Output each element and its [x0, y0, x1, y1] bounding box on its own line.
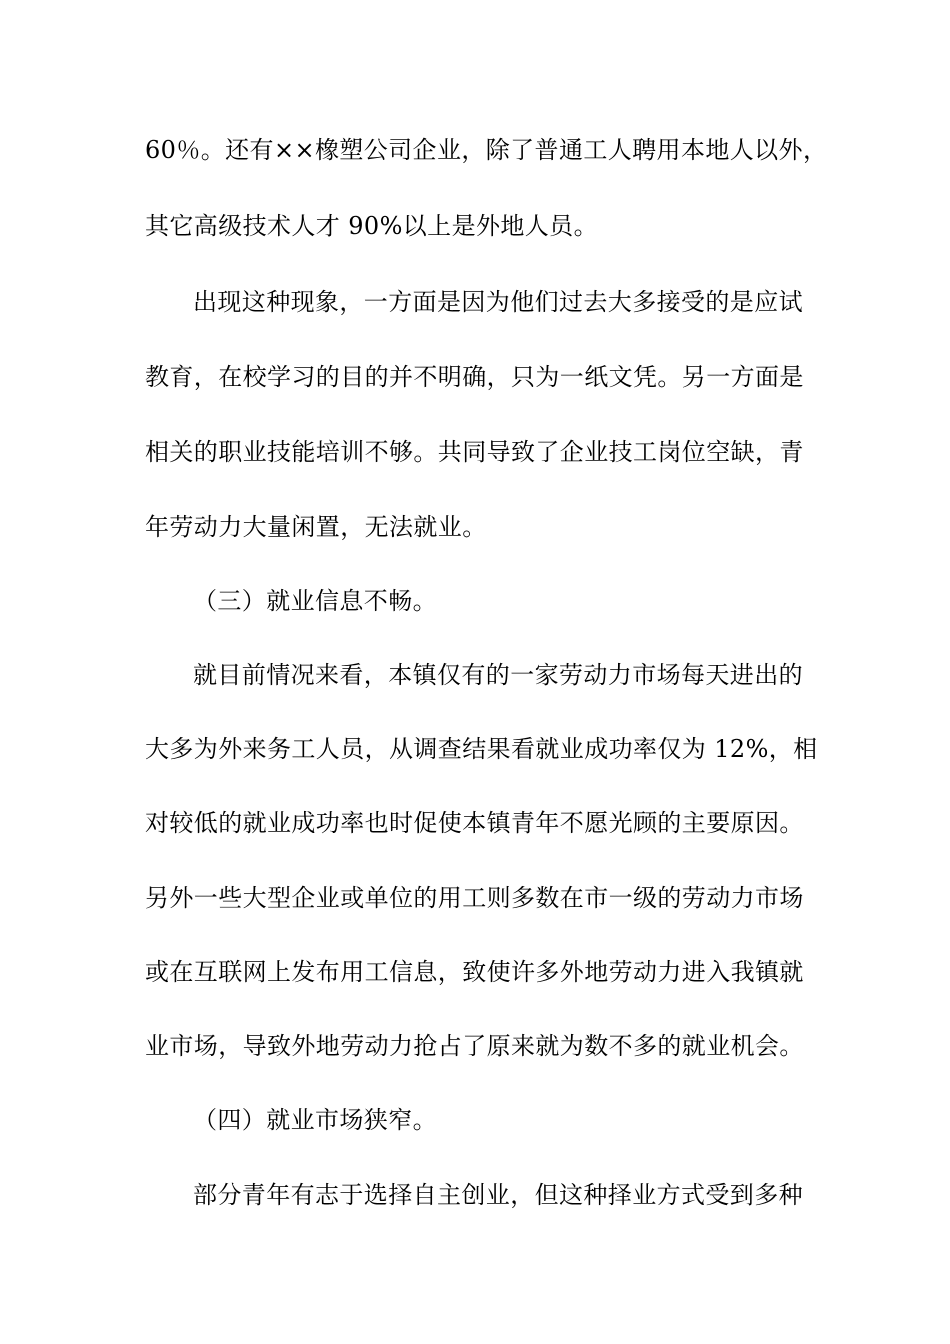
paragraph-line: 其它高级技术人才 90%以上是外地人员。	[145, 212, 598, 240]
paragraph-line: 就目前情况来看，本镇仅有的一家劳动力市场每天进出的	[193, 661, 803, 689]
paragraph-line: 大多为外来务工人员，从调查结果看就业成功率仅为 12%，相	[145, 735, 818, 763]
paragraph-line: 出现这种现象，一方面是因为他们过去大多接受的是应试	[193, 288, 803, 316]
paragraph-line: 对较低的就业成功率也时促使本镇青年不愿光顾的主要原因。	[145, 809, 804, 837]
paragraph-line: 年劳动力大量闲置，无法就业。	[145, 513, 487, 541]
paragraph-line: 部分青年有志于选择自主创业，但这种择业方式受到多种	[193, 1181, 803, 1209]
paragraph-line: 60％。还有××橡塑公司企业，除了普通工人聘用本地人以外，	[145, 136, 828, 164]
section-heading: （四）就业市场狭窄。	[193, 1106, 437, 1134]
paragraph-line: 另外一些大型企业或单位的用工则多数在市一级的劳动力市场	[145, 884, 804, 912]
section-heading: （三）就业信息不畅。	[193, 587, 437, 615]
paragraph-line: 或在互联网上发布用工信息，致使许多外地劳动力进入我镇就	[145, 958, 804, 986]
paragraph-line: 教育，在校学习的目的并不明确，只为一纸文凭。另一方面是	[145, 363, 804, 391]
paragraph-line: 业市场，导致外地劳动力抢占了原来就为数不多的就业机会。	[145, 1032, 804, 1060]
paragraph-line: 相关的职业技能培训不够。共同导致了企业技工岗位空缺，青	[145, 438, 804, 466]
